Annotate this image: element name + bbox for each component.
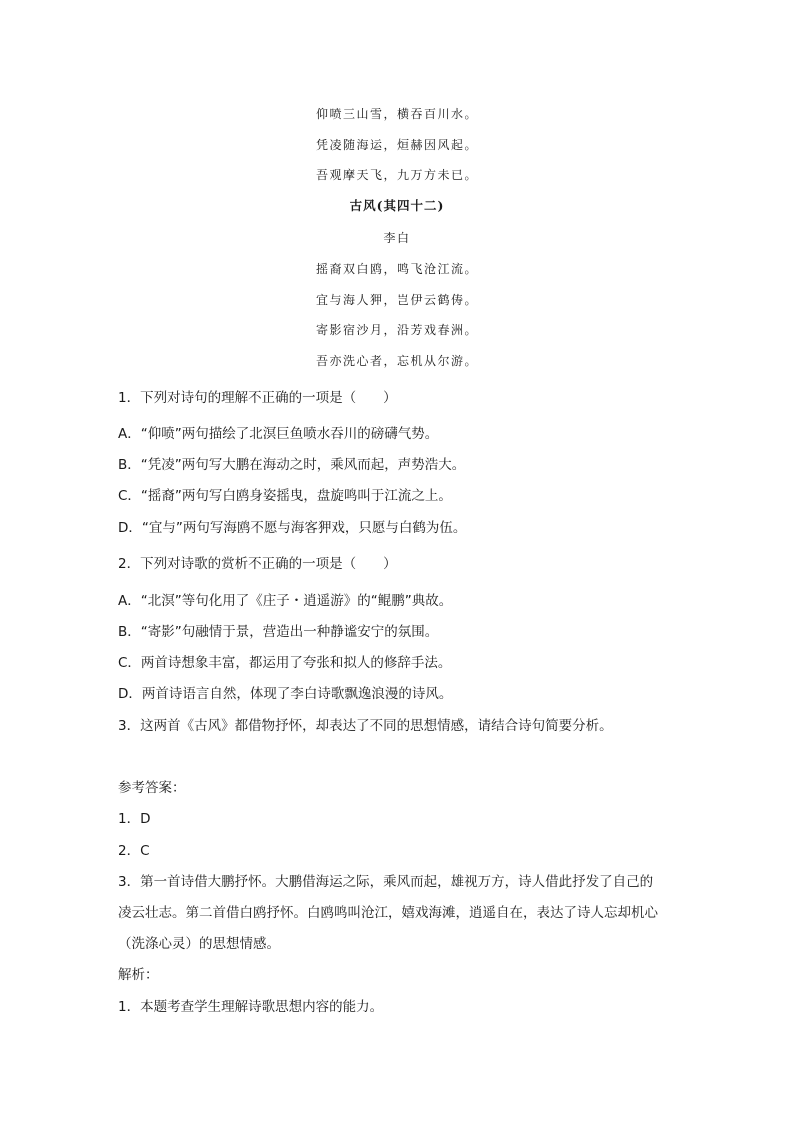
analysis-line-1: 1．本题考查学生理解诗歌思想内容的能力。 bbox=[118, 999, 384, 1015]
answer-3-line-3: （洗涤心灵）的思想情感。 bbox=[118, 936, 280, 952]
answer-3-line-2: 凌云壮志。第二首借白鸥抒怀。白鸥鸣叫沧江，嬉戏海滩，逍遥自在，表达了诗人忘却机心 bbox=[118, 905, 658, 921]
question-1-option-d: D．“宜与”两句写海鸥不愿与海客狎戏，只愿与白鹤为伍。 bbox=[118, 520, 467, 536]
question-2-option-b: B．“寄影”句融情于景，营造出一种静谧安宁的氛围。 bbox=[118, 624, 439, 640]
poem2-line-2: 宜与海人狎，岂伊云鹤俦。 bbox=[315, 293, 478, 307]
poem2-line-4: 吾亦洗心者，忘机从尔游。 bbox=[315, 354, 478, 368]
answer-1: 1．D bbox=[118, 811, 151, 827]
poem2-author: 李白 bbox=[383, 231, 411, 245]
answer-2: 2．C bbox=[118, 843, 150, 859]
question-1-option-c: C．“摇裔”两句写白鸥身姿摇曳，盘旋鸣叫于江流之上。 bbox=[118, 488, 452, 504]
poem2-title: 古风(其四十二) bbox=[349, 198, 445, 213]
question-1-option-a: A．“仰喷”两句描绘了北溟巨鱼喷水吞川的磅礴气势。 bbox=[118, 426, 439, 442]
question-2-option-c: C．两首诗想象丰富，都运用了夸张和拟人的修辞手法。 bbox=[118, 655, 452, 671]
poem2-line-1: 摇裔双白鸥，鸣飞沧江流。 bbox=[315, 262, 478, 276]
analysis-heading: 解析： bbox=[118, 967, 159, 983]
poem1-line-1: 仰喷三山雪，横吞百川水。 bbox=[315, 107, 478, 121]
poem2-line-3: 寄影宿沙月，沿芳戏春洲。 bbox=[315, 323, 478, 337]
question-2-stem: 2．下列对诗歌的赏析不正确的一项是（ ） bbox=[118, 556, 397, 572]
question-1-stem: 1．下列对诗句的理解不正确的一项是（ ） bbox=[118, 390, 397, 406]
answer-3-line-1: 3．第一首诗借大鹏抒怀。大鹏借海运之际，乘风而起，雄视万方，诗人借此抒发了自己的 bbox=[118, 874, 654, 890]
question-2-option-a: A．“北溟”等句化用了《庄子・逍遥游》的“鲲鹏”典故。 bbox=[118, 593, 453, 609]
question-2-option-d: D．两首诗语言自然，体现了李白诗歌飘逸浪漫的诗风。 bbox=[118, 686, 453, 702]
poem1-line-3: 吾观摩天飞，九万方未已。 bbox=[315, 168, 478, 182]
poem1-line-2: 凭凌随海运，烜赫因风起。 bbox=[315, 138, 478, 152]
question-1-option-b: B．“凭凌”两句写大鹏在海动之时，乘风而起，声势浩大。 bbox=[118, 457, 466, 473]
question-3-stem: 3．这两首《古风》都借物抒怀，却表达了不同的思想情感，请结合诗句简要分析。 bbox=[118, 718, 613, 734]
answers-heading: 参考答案： bbox=[118, 780, 186, 796]
